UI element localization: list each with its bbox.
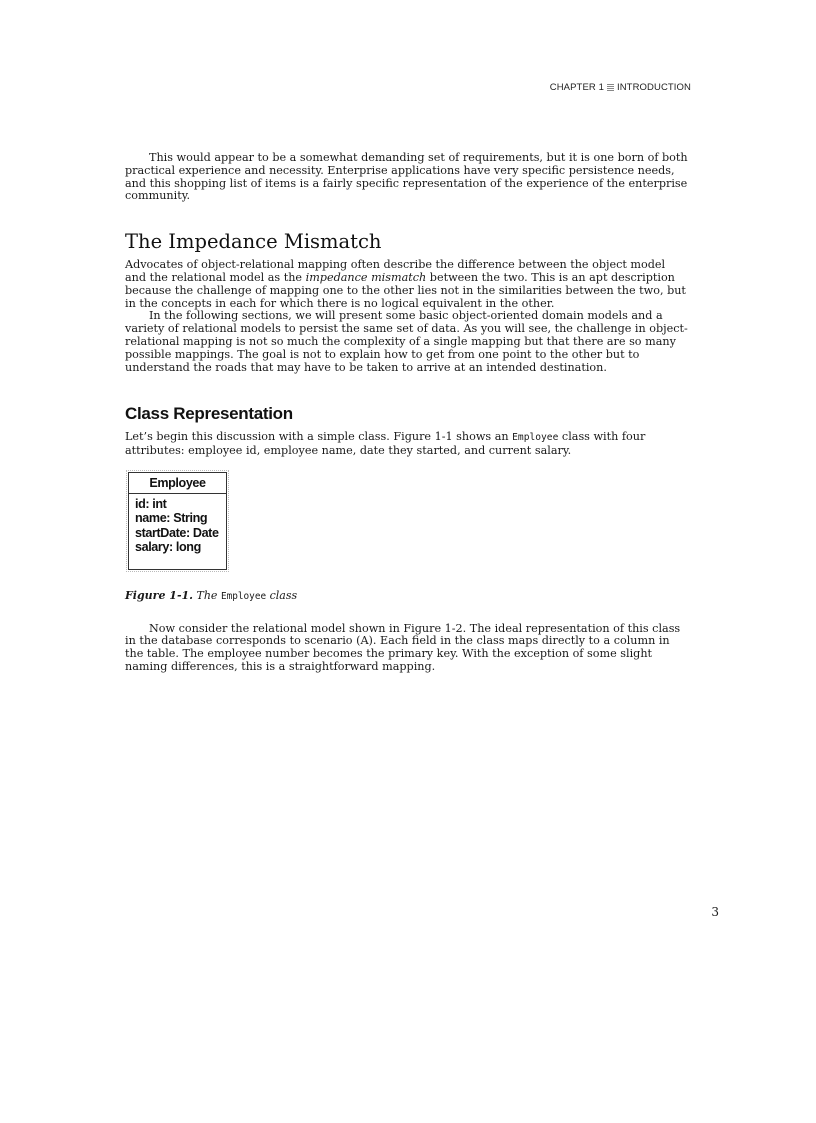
running-header (550, 82, 691, 93)
uml-attribute: startDate: Date (135, 525, 219, 540)
employee-code: Employee (512, 432, 559, 444)
impedance-term: impedance mismatch (305, 270, 427, 284)
page-body (125, 152, 689, 674)
section-label: INTRODUCTION (616, 82, 691, 93)
page-number: 3 (711, 905, 719, 919)
uml-class-name: Employee (129, 473, 226, 494)
heading-impedance-mismatch: The Impedance Mismatch (125, 230, 382, 254)
heading-class-representation: Class Representation (125, 404, 293, 424)
chapter-label: CHAPTER 1 (549, 82, 604, 93)
intro-paragraph: This would appear to be a somewhat demanding set of requirements, but it is one born of both practical experience and necessity. Enterprise applications have very specific persistence needs, and this shopping list of items is a fairly specific representation of the experience of the enterprise community. (125, 151, 688, 203)
class-paragraph-1: Let’s begin this discussion with a simple class. Figure 1-1 shows an Employee class with four attributes: employee id, employee name, date they started, and current salary. (125, 430, 646, 458)
uml-attribute: name: String (135, 511, 208, 526)
uml-attribute: id: int (135, 496, 167, 511)
uml-attribute: salary: long (135, 540, 201, 555)
class-paragraph-2: Now consider the relational model shown in Figure 1-2. The ideal representation of this class in the database corresponds to scenario (A). Each field in the class maps directly to a column in the table. The employee number becomes the primary key. With the exception of some slight naming differences, this is a straightforward mapping. (125, 621, 681, 673)
figure-caption: Figure 1-1. The Employee class (125, 588, 298, 602)
uml-attributes (129, 494, 226, 569)
impedance-paragraph-1: Advocates of object-relational mapping often describe the difference between the object model and the relational model as the impedance mismatch between the two. This is an apt description because the challenge of mapping one to the other lies not in the similarities between the two, but in the concepts in each for which there is no logical equivalent in the other. (125, 258, 686, 310)
employee-class-diagram (128, 472, 227, 570)
impedance-paragraph-2: In the following sections, we will present some basic object-oriented domain models and a variety of relational models to persist the same set of data. As you will see, the challenge in object-relational mapping is not so much the complexity of a single mapping but that there are so many possible mappings. The goal is not to explain how to get from one point to the other but to understand the roads that may have to be taken to arrive at an intended destination. (125, 309, 688, 374)
header-separator-icon (607, 84, 614, 91)
